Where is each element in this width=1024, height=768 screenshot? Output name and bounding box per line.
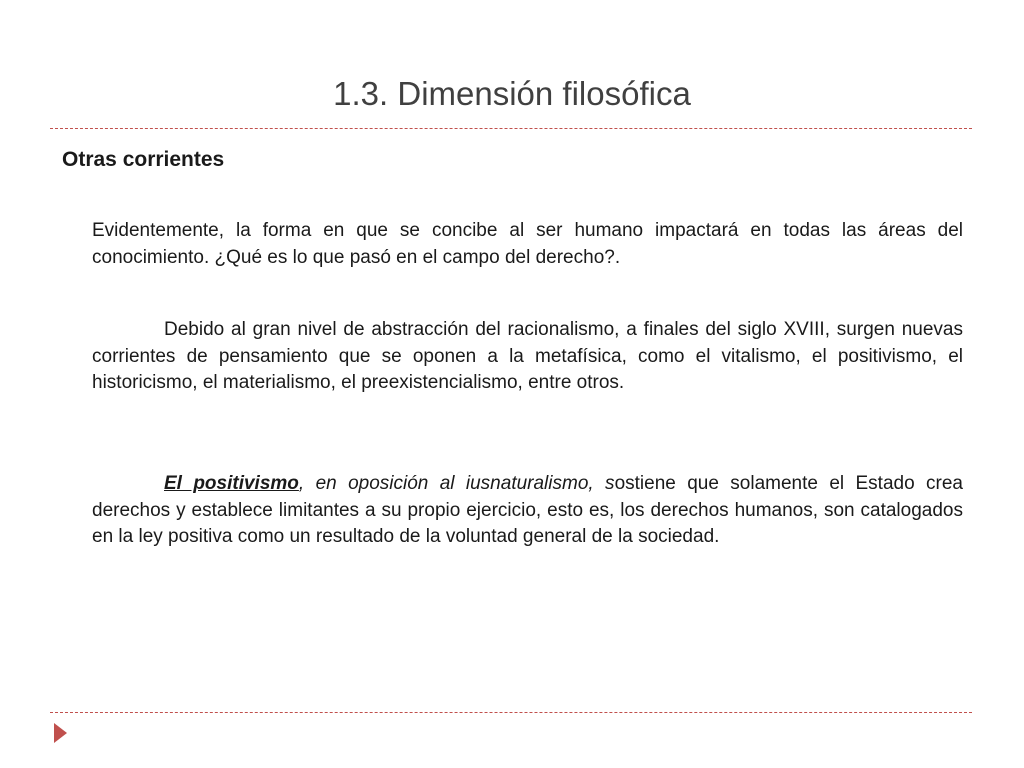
- bottom-dashed-divider: [50, 712, 972, 713]
- slide-title: 1.3. Dimensión filosófica: [333, 75, 691, 112]
- opposition-phrase: en oposición al iusnaturalismo, s: [304, 473, 615, 494]
- section-subtitle: Otras corrientes: [62, 148, 225, 171]
- triangle-right-icon: [52, 722, 68, 744]
- top-dashed-divider: [50, 128, 972, 129]
- positivism-comma: ,: [298, 473, 305, 494]
- paragraph-3: [92, 471, 963, 551]
- positivism-term: El positivismo: [164, 473, 299, 494]
- paragraph-3-rest: ostiene que solamente el Estado crea derechos y establece limitantes a su propio ejercicio, esto es, los derechos humanos, son catalogados en la ley positiva como un resultado de la voluntad general de la sociedad.: [92, 473, 963, 547]
- paragraph-1: Evidentemente, la forma en que se concibe al ser humano impactará en todas las áreas del conocimiento. ¿Qué es lo que pasó en el campo del derecho?.: [92, 220, 963, 268]
- paragraph-2: Debido al gran nivel de abstracción del racionalismo, a finales del siglo XVIII, surgen nuevas corrientes de pensamiento que se oponen a la metafísica, como el vitalismo, el positivismo, el historicismo, el materialismo, el preexistencialismo, entre otros.: [92, 319, 963, 393]
